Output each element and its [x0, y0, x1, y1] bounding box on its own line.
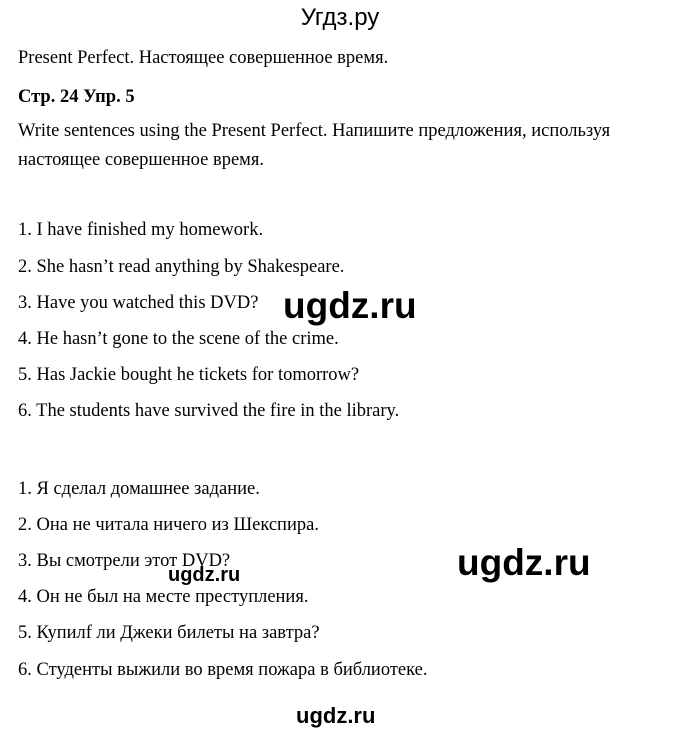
answer-ru-5: 5. Купилf ли Джеки билеты на завтра? [18, 623, 320, 643]
answer-en-4: 4. He hasn’t gone to the scene of the crime. [18, 329, 339, 349]
footer-watermark: ugdz.ru [296, 703, 376, 728]
watermark-1: ugdz.ru [283, 285, 417, 326]
site-title: Угдз.ру [300, 4, 380, 31]
topic-heading: Present Perfect. Настоящее совершенное время. [18, 48, 389, 68]
task-instructions: Write sentences using the Present Perfect. Напишите предложения, используя настоящее совершенное время. [18, 121, 611, 170]
watermark-3: ugdz.ru [168, 564, 241, 586]
answer-en-2: 2. She hasn’t read anything by Shakespeare. [18, 257, 345, 277]
answer-en-3: 3. Have you watched this DVD? [18, 293, 259, 313]
answer-ru-6: 6. Студенты выжили во время пожара в библиотеке. [18, 660, 428, 680]
exercise-reference: Стр. 24 Упр. 5 [18, 87, 135, 107]
answer-en-1: 1. I have finished my homework. [18, 220, 264, 240]
answer-ru-3: 3. Вы смотрели этот DVD? [18, 551, 231, 571]
answer-ru-1: 1. Я сделал домашнее задание. [18, 479, 260, 499]
watermark-2: ugdz.ru [457, 542, 591, 583]
answer-ru-4: 4. Он не был на месте преступления. [18, 587, 309, 607]
answer-en-5: 5. Has Jackie bought he tickets for tomorrow? [18, 365, 360, 385]
answer-en-6: 6. The students have survived the fire in the library. [18, 401, 400, 421]
answer-ru-2: 2. Она не читала ничего из Шекспира. [18, 515, 319, 535]
